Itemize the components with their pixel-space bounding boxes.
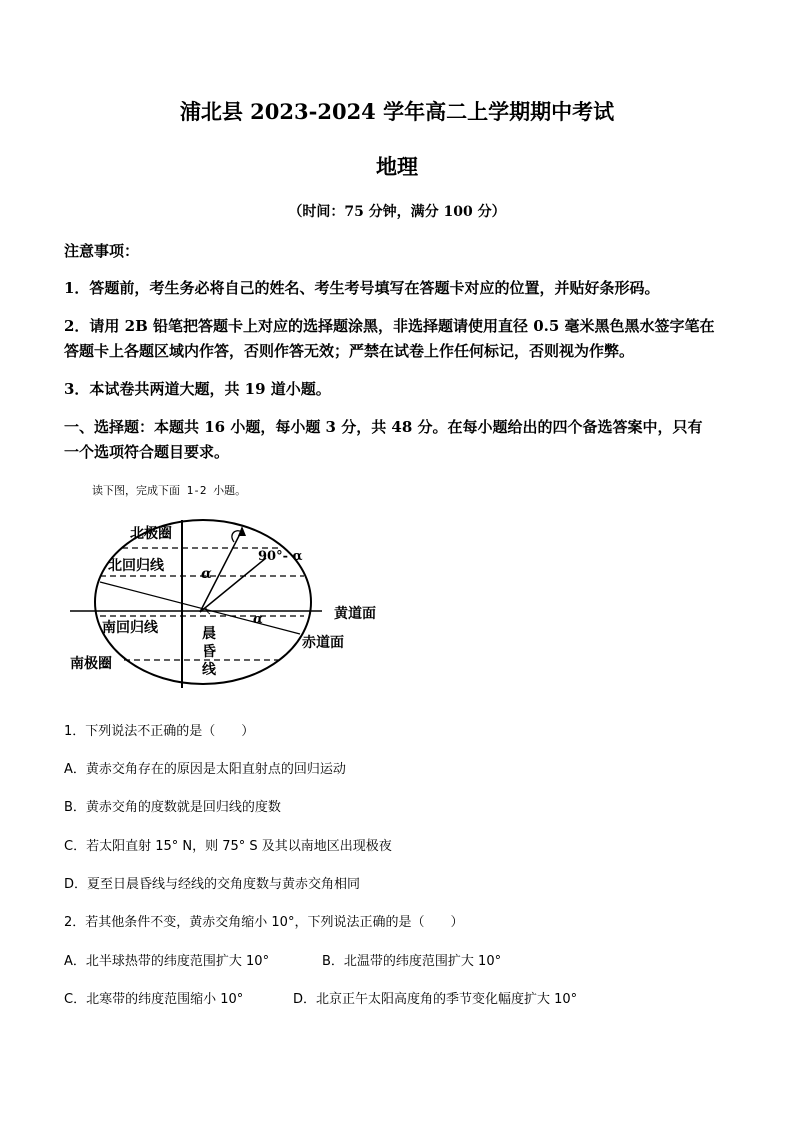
q2-option-c: C．北寒带的纬度范围缩小 10° [64, 992, 244, 1007]
label-equator: 赤道面 [302, 635, 344, 651]
exam-title: 浦北县 2023-2024 学年高二上学期期中考试 [179, 99, 615, 124]
q2-stem: 2．若其他条件不变，黄赤交角缩小 10°，下列说法正确的是（ ） [64, 915, 464, 930]
time-info: （时间：75 分钟，满分 100 分） [288, 204, 506, 220]
q1-stem: 1．下列说法不正确的是（ ） [64, 724, 255, 739]
ecliptic-obliquity-diagram [60, 510, 400, 700]
notice-item-2-line-1: 2．请用 2B 铅笔把答题卡上对应的选择题涂黑，非选择题请使用直径 0.5 毫米黑色黑水签字笔在 [64, 317, 715, 335]
subject-title: 地理 [376, 154, 418, 179]
label-arctic-circle: 北极圈 [130, 526, 172, 542]
notice-heading: 注意事项： [64, 242, 140, 260]
label-alpha-top: α [201, 566, 212, 582]
notice-item-1: 1．答题前，考生务必将自己的姓名、考生考号填写在答题卡对应的位置，并贴好条形码。 [64, 279, 660, 297]
section-1-line-1: 一、选择题：本题共 16 小题，每小题 3 分，共 48 分。在每小题给出的四个备选答案中，只有 [64, 418, 703, 436]
label-tropic-north: 北回归线 [108, 558, 164, 574]
question-intro: 读下图，完成下面 1-2 小题。 [92, 484, 247, 497]
label-ecliptic: 黄道面 [334, 606, 376, 622]
q1-option-b: B．黄赤交角的度数就是回归线的度数 [64, 800, 281, 815]
q1-option-a: A．黄赤交角存在的原因是太阳直射点的回归运动 [64, 762, 346, 777]
label-antarctic-circle: 南极圈 [70, 656, 112, 672]
notice-item-2-line-2: 答题卡上各题区域内作答，否则作答无效；严禁在试卷上作任何标记，否则视为作弊。 [64, 342, 635, 360]
q1-option-c: C．若太阳直射 15° N，则 75° S 及其以南地区出现极夜 [64, 839, 392, 854]
section-1-line-2: 一个选项符合题目要求。 [64, 443, 230, 461]
label-alpha-right: α [253, 612, 264, 627]
label-terminator-3: 线 [202, 662, 216, 678]
label-angle-complement: 90°- α [258, 549, 303, 564]
q2-option-a: A．北半球热带的纬度范围扩大 10° [64, 954, 270, 969]
q2-option-b: B．北温带的纬度范围扩大 10° [322, 954, 502, 969]
label-tropic-south: 南回归线 [102, 620, 158, 636]
label-terminator-2: 昏 [202, 644, 216, 660]
q2-option-d: D．北京正午太阳高度角的季节变化幅度扩大 10° [293, 992, 578, 1007]
notice-item-3: 3．本试卷共两道大题，共 19 道小题。 [64, 380, 331, 398]
q1-option-d: D．夏至日晨昏线与经线的交角度数与黄赤交角相同 [64, 877, 361, 892]
label-terminator-1: 晨 [202, 626, 216, 642]
